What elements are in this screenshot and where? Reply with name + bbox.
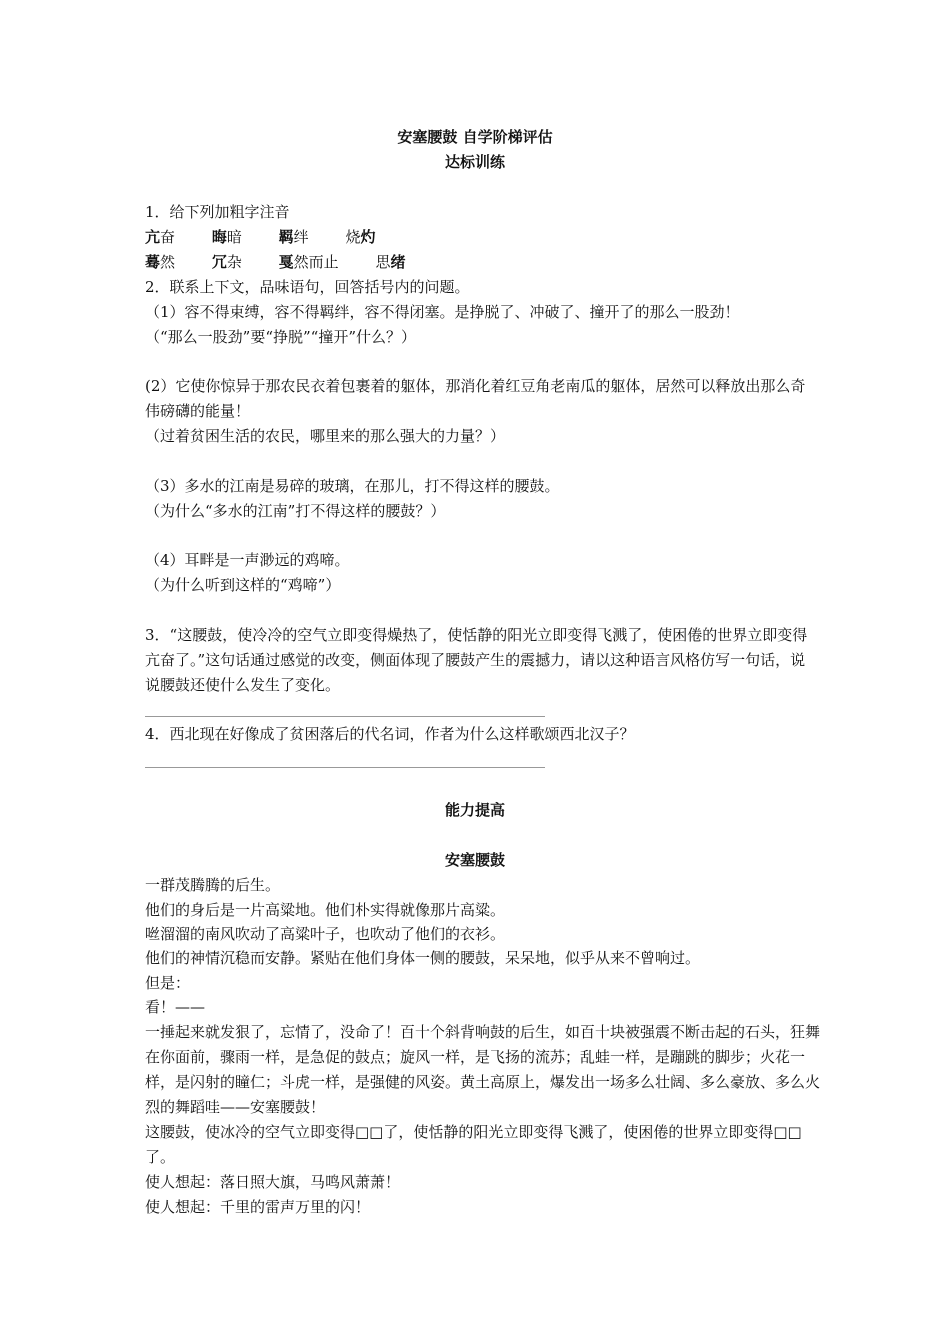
passage-paragraph: 他们的神情沉稳而安静。紧贴在他们身体一侧的腰鼓，呆呆地，似乎从来不曾响过。 <box>145 949 701 967</box>
question-1-row-2 <box>145 250 820 275</box>
word-item: 亢奋 <box>145 228 176 246</box>
question-2-sentence-4: （4）耳畔是一声渺远的鸡啼。 <box>145 551 350 569</box>
word-item: 冗杂 <box>211 253 242 271</box>
word-item: 戛然而止 <box>278 253 339 271</box>
answer-line <box>145 716 545 717</box>
question-2-sentence-2: (2）它使你惊异于那农民衣着包裹着的躯体，那消化着红豆角老南瓜的躯体，居然可以释放出那么奇伟磅礴的能量！ <box>145 377 806 420</box>
passage-paragraph: 使人想起：千里的雷声万里的闪！ <box>145 1198 371 1216</box>
question-2-sentence-3: （3）多水的江南是易碎的玻璃，在那儿，打不得这样的腰鼓。 <box>145 477 560 495</box>
passage-paragraph: 一群茂腾腾的后生。 <box>145 876 281 894</box>
question-2-prompt-4: （为什么听到这样的“鸡啼”） <box>145 576 341 594</box>
passage-title: 安塞腰鼓 <box>444 851 505 869</box>
question-2-sentence-1: （1）容不得束缚，容不得羁绊，容不得闭塞。是挣脱了、冲破了、撞开了的那么一股劲！ <box>145 303 740 321</box>
question-2-prompt-1: （“那么一股劲”要“挣脱”“撞开”什么？） <box>145 328 417 346</box>
word-item: 羁绊 <box>278 228 309 246</box>
question-2-prompt-3: （为什么“多水的江南”打不得这样的腰鼓？） <box>145 502 446 520</box>
question-2-stem: 2．联系上下文，品味语句，回答括号内的问题。 <box>145 278 470 296</box>
word-item: 思绪 <box>375 253 406 271</box>
question-1-stem: 1．给下列加粗字注音 <box>145 203 290 221</box>
question-1-row-1 <box>145 225 820 250</box>
passage-paragraph: 使人想起：落日照大旗，马鸣风萧萧！ <box>145 1173 401 1191</box>
passage-paragraph: 这腰鼓，使冰冷的空气立即变得□□了，使恬静的阳光立即变得飞溅了，使困倦的世界立即变得□□了。 <box>145 1123 802 1166</box>
word-item: 晦暗 <box>211 228 242 246</box>
passage-paragraph: 咝溜溜的南风吹动了高粱叶子，也吹动了他们的衣衫。 <box>145 925 506 943</box>
word-item: 烧灼 <box>345 228 376 246</box>
passage-paragraph: 看！—— <box>145 998 206 1016</box>
answer-line <box>145 767 545 768</box>
passage-paragraph: 一捶起来就发狠了，忘情了，没命了！百十个斜背响鼓的后生，如百十块被强震不断击起的石头，狂舞在你面前，骤雨一样，是急促的鼓点；旋风一样，是飞扬的流苏；乱蛙一样，是蹦跳的脚步；火花一样，是闪射的瞳仁；斗虎一样，是强健的风姿。黄土高原上，爆发出一场多么壮阔、多么豪放、多么火烈的舞蹈哇——安塞腰鼓！ <box>145 1023 821 1116</box>
question-4: 4．西北现在好像成了贫困落后的代名词，作者为什么这样歌颂西北汉子？ <box>145 725 635 743</box>
word-item: 蓦然 <box>145 253 176 271</box>
main-title: 安塞腰鼓 自学阶梯评估 <box>397 128 553 146</box>
section-title-practice: 达标训练 <box>444 153 505 171</box>
passage-paragraph: 但是： <box>145 974 191 992</box>
section-title-improve: 能力提高 <box>444 801 505 819</box>
question-3: 3．“这腰鼓，使冷冷的空气立即变得燥热了，使恬静的阳光立即变得飞溅了，使困倦的世界立即变得亢奋了。”这句话通过感觉的改变，侧面体现了腰鼓产生的震撼力，请以这种语言风格仿写一句话，说说腰鼓还使什么发生了变化。 <box>145 626 808 694</box>
passage-paragraph: 他们的身后是一片高粱地。他们朴实得就像那片高粱。 <box>145 901 506 919</box>
question-2-prompt-2: （过着贫困生活的农民，哪里来的那么强大的力量？） <box>145 427 506 445</box>
